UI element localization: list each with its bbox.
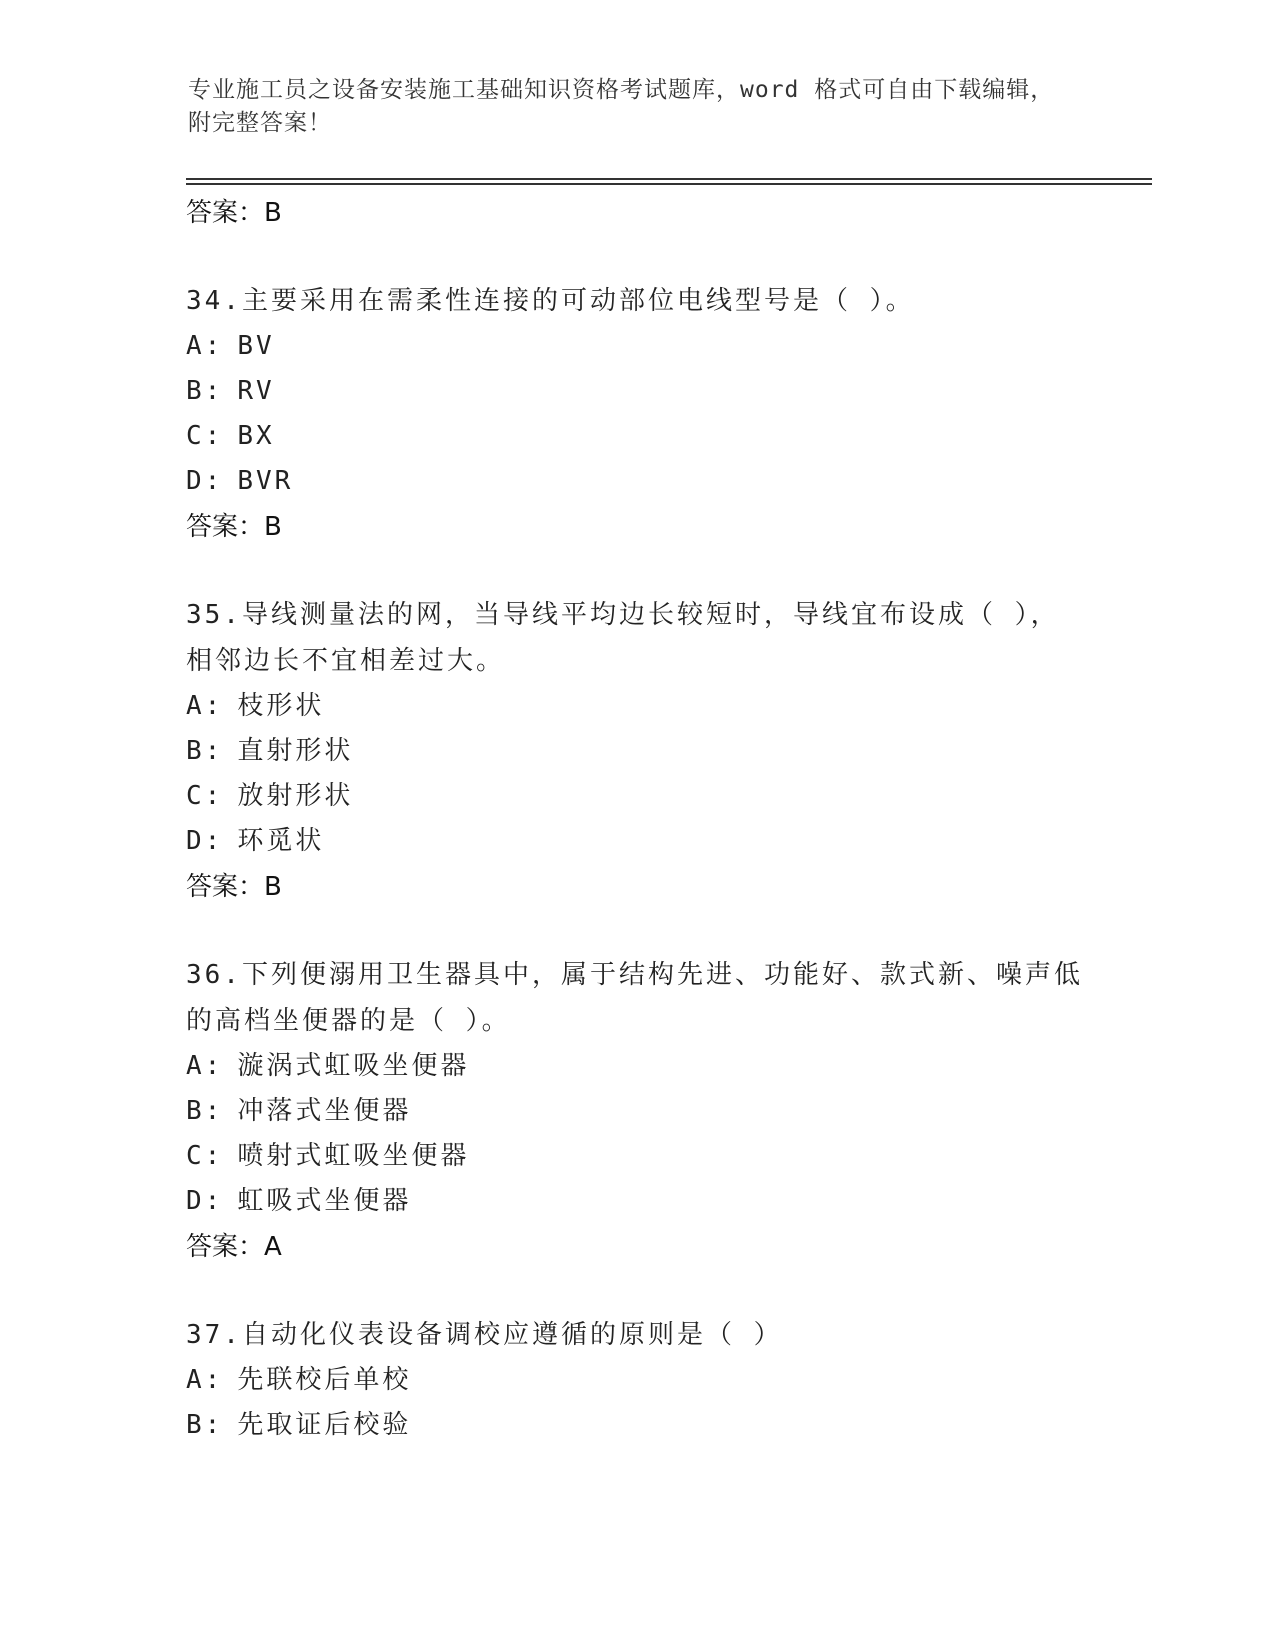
answer-line: 答案：B bbox=[186, 198, 282, 228]
option-b bbox=[186, 729, 1086, 774]
question-37 bbox=[186, 1312, 1086, 1448]
option-text: 冲落式坐便器 bbox=[237, 1096, 412, 1126]
option-text: 漩涡式虹吸坐便器 bbox=[237, 1051, 470, 1081]
option-text: BX bbox=[237, 421, 275, 451]
question-stem: 37.自动化仪表设备调校应遵循的原则是（ ） bbox=[186, 1320, 783, 1350]
question-stem: 35.导线测量法的网，当导线平均边长较短时，导线宜布设成（ ），相邻边长不宜相差过大。 bbox=[186, 600, 1060, 676]
header-divider-bottom bbox=[186, 183, 1152, 185]
option-letter: C: bbox=[186, 781, 224, 811]
option-d bbox=[186, 459, 1086, 504]
option-letter: A: bbox=[186, 691, 224, 721]
option-a bbox=[186, 684, 1086, 729]
question-34 bbox=[186, 278, 1086, 550]
option-d bbox=[186, 1179, 1086, 1224]
question-36 bbox=[186, 952, 1086, 1270]
option-letter: B: bbox=[186, 1410, 224, 1440]
option-letter: A: bbox=[186, 1051, 224, 1081]
option-text: 放射形状 bbox=[237, 781, 354, 811]
option-letter: D: bbox=[186, 1186, 224, 1216]
option-c bbox=[186, 774, 1086, 819]
option-letter: B: bbox=[186, 1096, 224, 1126]
question-stem: 34.主要采用在需柔性连接的可动部位电线型号是（ ）。 bbox=[186, 286, 915, 316]
option-text: BVR bbox=[237, 466, 294, 496]
option-text: RV bbox=[237, 376, 275, 406]
option-text: 喷射式虹吸坐便器 bbox=[237, 1141, 470, 1171]
option-letter: D: bbox=[186, 466, 224, 496]
answer-line: 答案：B bbox=[186, 512, 282, 542]
option-text: 直射形状 bbox=[237, 736, 354, 766]
option-a bbox=[186, 1358, 1086, 1403]
option-letter: B: bbox=[186, 736, 224, 766]
option-letter: D: bbox=[186, 826, 224, 856]
option-text: 先联校后单校 bbox=[237, 1365, 412, 1395]
option-text: 枝形状 bbox=[237, 691, 325, 721]
document-body bbox=[186, 190, 1086, 1448]
option-a bbox=[186, 1044, 1086, 1089]
option-letter: A: bbox=[186, 331, 224, 361]
option-c bbox=[186, 1134, 1086, 1179]
question-35 bbox=[186, 592, 1086, 910]
option-d bbox=[186, 819, 1086, 864]
option-letter: C: bbox=[186, 421, 224, 451]
answer-line: 答案：A bbox=[186, 1232, 282, 1262]
option-b bbox=[186, 1089, 1086, 1134]
option-text: BV bbox=[237, 331, 275, 361]
option-letter: A: bbox=[186, 1365, 224, 1395]
answer-line: 答案：B bbox=[186, 872, 282, 902]
option-letter: C: bbox=[186, 1141, 224, 1171]
header-divider-top bbox=[186, 178, 1152, 180]
option-b bbox=[186, 369, 1086, 414]
option-text: 环觅状 bbox=[237, 826, 325, 856]
option-text: 先取证后校验 bbox=[237, 1410, 412, 1440]
option-letter: B: bbox=[186, 376, 224, 406]
option-a bbox=[186, 324, 1086, 369]
document-header bbox=[188, 74, 1088, 140]
header-line-1: 专业施工员之设备安装施工基础知识资格考试题库，word 格式可自由下载编辑， bbox=[188, 77, 1055, 103]
option-c bbox=[186, 414, 1086, 459]
question-stem: 36.下列便溺用卫生器具中，属于结构先进、功能好、款式新、噪声低的高档坐便器的是（ ）。 bbox=[186, 960, 1083, 1036]
header-line-2: 附完整答案！ bbox=[188, 110, 332, 136]
option-b bbox=[186, 1403, 1086, 1448]
option-text: 虹吸式坐便器 bbox=[237, 1186, 412, 1216]
